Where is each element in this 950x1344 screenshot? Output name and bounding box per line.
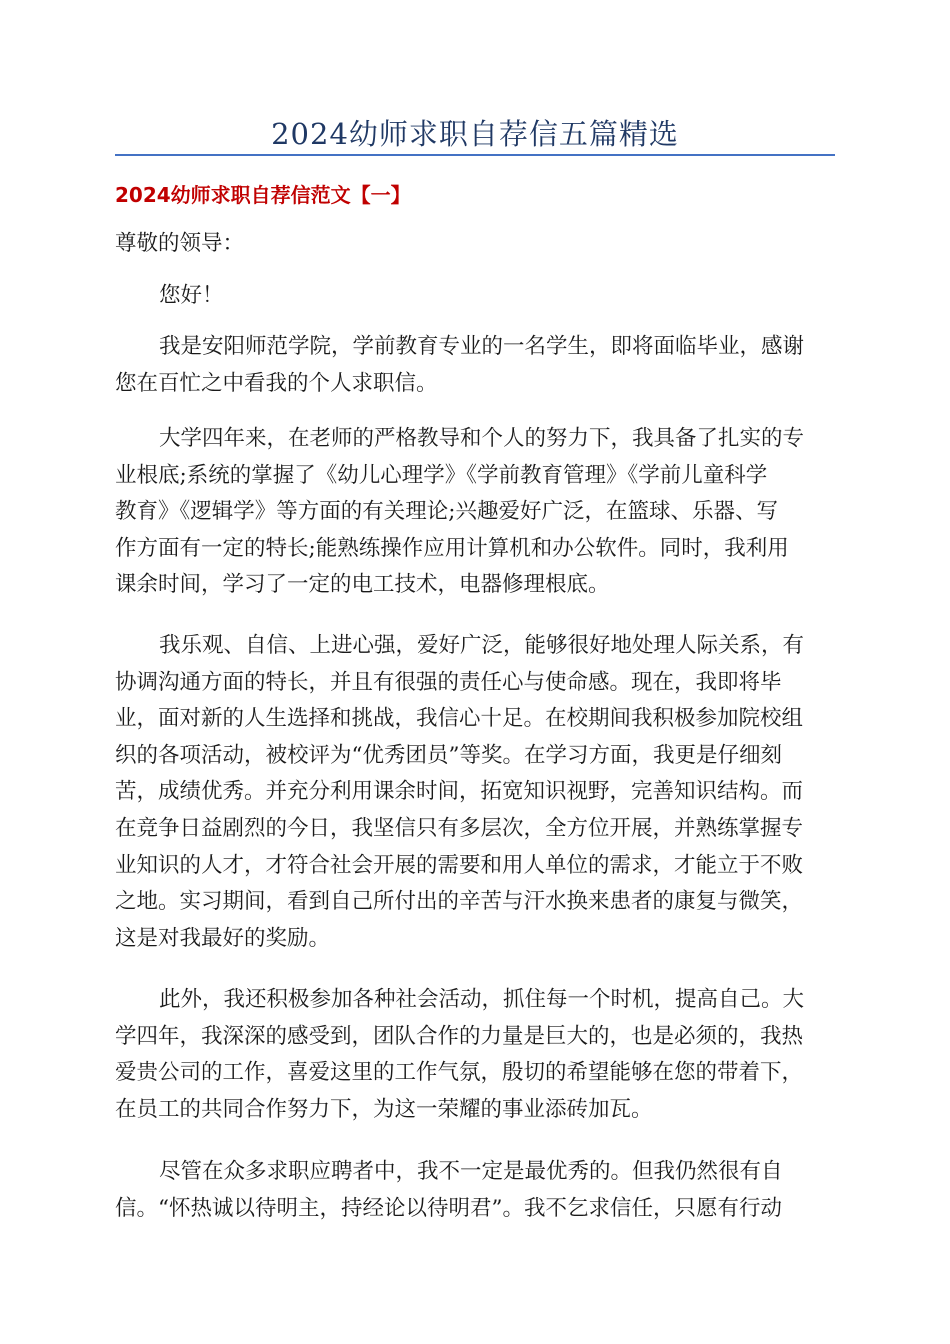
paragraph-line: 教育》《逻辑学》等方面的有关理论;兴趣爱好广泛，在篮球、乐器、写	[115, 499, 778, 525]
paragraph-line: 这是对我最好的奖励。	[115, 925, 331, 951]
paragraph-line: 爱贵公司的工作，喜爱这里的工作气氛，殷切的希望能够在您的带着下，	[115, 1060, 804, 1086]
paragraph-line: 您好！	[159, 283, 224, 308]
paragraph-line: 学四年，我深深的感受到，团队合作的力量是巨大的，也是必须的，我热	[115, 1023, 804, 1049]
paragraph-line: 业根底;系统的掌握了《幼儿心理学》《学前教育管理》《学前儿童科学	[115, 462, 768, 488]
paragraph-line: 尽管在众多求职应聘者中，我不一定是最优秀的。但我仍然很有自	[159, 1159, 783, 1184]
paragraph-line: 我乐观、自信、上进心强，爱好广泛，能够很好地处理人际关系，有	[159, 633, 805, 658]
paragraph-line: 苦，成绩优秀。并充分利用课余时间，拓宽知识视野，完善知识结构。而	[115, 779, 804, 805]
paragraph-line: 在员工的共同合作努力下，为这一荣耀的事业添砖加瓦。	[115, 1096, 653, 1122]
salutation: 尊敬的领导：	[115, 231, 245, 256]
paragraph-education	[115, 421, 835, 604]
paragraph-line: 课余时间，学习了一定的电工技术，电器修理根底。	[115, 572, 610, 598]
paragraph-line: 之地。实习期间，看到自己所付出的辛苦与汗水换来患者的康复与微笑，	[115, 889, 804, 915]
paragraph-line: 业，面对新的人生选择和挑战，我信心十足。在校期间我积极参加院校组	[115, 706, 804, 732]
paragraph-confidence	[115, 1154, 835, 1227]
paragraph-activities	[115, 982, 835, 1128]
paragraph-line: 此外，我还积极参加各种社会活动，抓住每一个时机，提高自己。大	[159, 987, 805, 1012]
paragraph-line: 协调沟通方面的特长，并且有很强的责任心与使命感。现在，我即将毕	[115, 669, 782, 695]
paragraph-personality	[115, 628, 835, 957]
paragraph-line: 在竞争日益剧烈的今日，我坚信只有多层次，全方位开展，并熟练掌握专	[115, 815, 804, 841]
paragraph-line: 织的各项活动，被校评为“优秀团员”等奖。在学习方面，我更是仔细刻	[115, 742, 782, 768]
title-underline-rule	[115, 154, 835, 156]
paragraph-introduction	[115, 329, 835, 402]
paragraph-line: 业知识的人才，才符合社会开展的需要和用人单位的需求，才能立于不败	[115, 852, 804, 878]
paragraph-line: 作方面有一定的特长;能熟练操作应用计算机和办公软件。同时，我利用	[115, 535, 789, 561]
document-title: 2024幼师求职自荐信五篇精选	[271, 117, 679, 151]
paragraph-greeting	[115, 278, 835, 315]
section-heading: 2024幼师求职自荐信范文【一】	[115, 183, 411, 207]
paragraph-line: 我是安阳师范学院，学前教育专业的一名学生，即将面临毕业，感谢	[159, 334, 805, 359]
paragraph-line: 大学四年来，在老师的严格教导和个人的努力下，我具备了扎实的专	[159, 426, 805, 451]
paragraph-line: 信。“怀热诚以待明主，持经论以待明君”。我不乞求信任，只愿有行动	[115, 1195, 782, 1221]
paragraph-line: 您在百忙之中看我的个人求职信。	[115, 370, 438, 396]
